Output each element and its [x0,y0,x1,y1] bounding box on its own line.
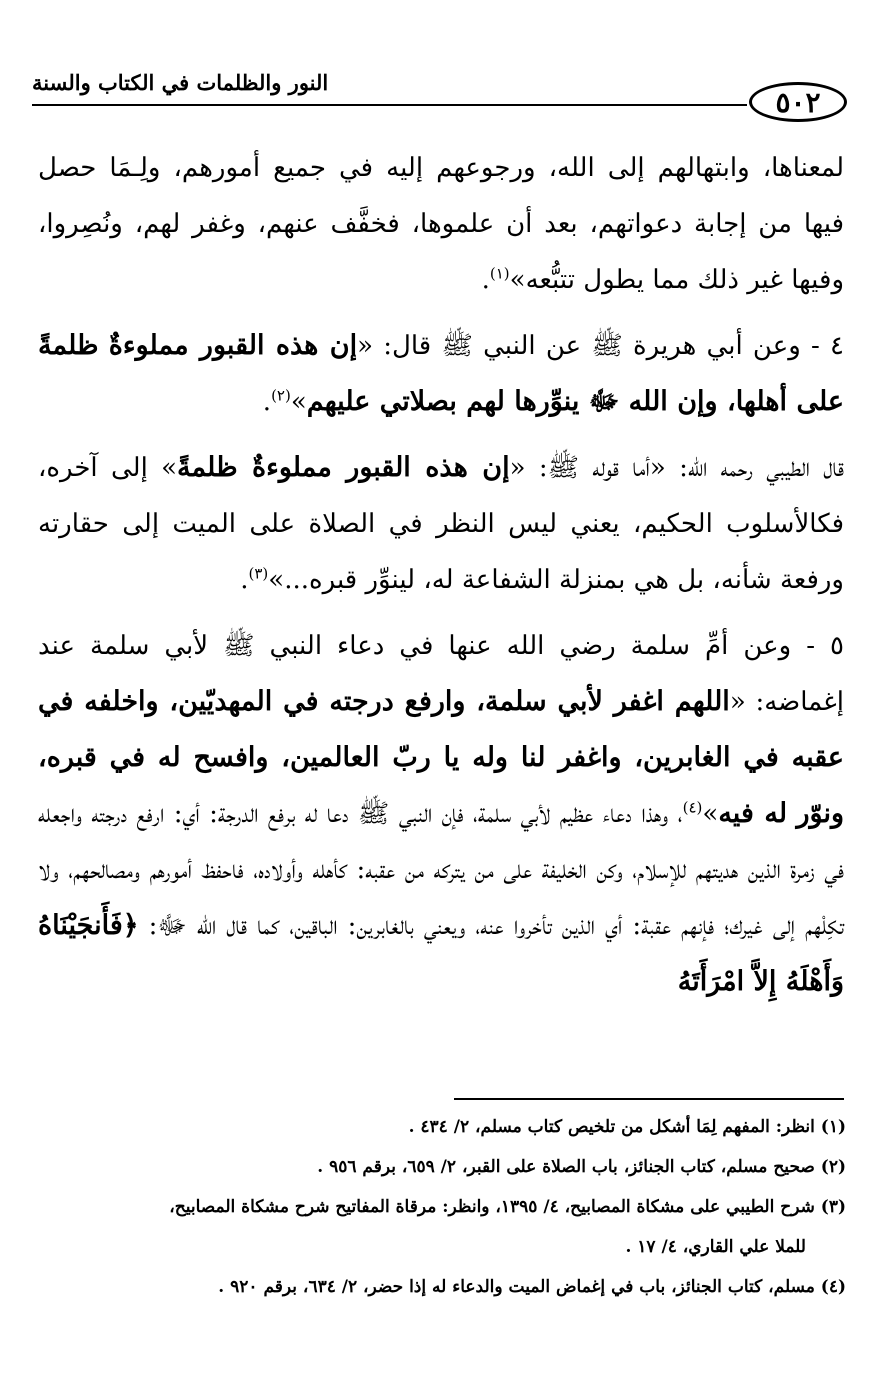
footnote-ref-4: (٤) [682,798,703,817]
paragraph-1: لمعناها، وابتهالهم إلى الله، ورجوعهم إليه في جميع أمورهم، ولِـمَا حصل فيها من إجابة دعواتهم، بعد أن علموها، فخفَّف عنهم، وغفر لهم، ونُصِروا، وفيها غير ذلك مما يطول تتبُّعه»$^{(١)}$. [38,153,844,295]
footnote-ref-1: (١) [489,264,510,283]
body-text [38,140,844,1010]
paragraph-3-commentary: قال الطيبي رحمه الله: «أما قوله ﷺ: «إن هذه القبور مملوءةٌ ظلمةً» إلى آخره، فكالأسلوب الحكيم، يعني ليس النظر في الصلاة على الميت إلى حقارته ورفعة شأنه، بل هي بمنزلة الشفاعة له، لينوِّر قبره...»$^{(٣)}$. [38,452,845,595]
hadith-quote: ظلمةً على أهلها، وإن الله ﷻ ينوِّرها لهم بصلاتي عليهم [38,330,844,417]
footnote-3-continued: للملا علي القاري، ٤/ ١٧ . [625,1237,806,1257]
text-line: الدرجة: أي: ارفع درجته واجعله في زمرة الذين هديتهم للإسلام، وكن [38,799,845,885]
hadith-quote: اللهم اغفر لأبي سلمة، وارفع درجته في المهديّين، واخلفه في [38,686,730,717]
page-header [32,70,847,134]
text-line: لمعناها، وابتهالهم إلى الله، ورجوعهم إليه في جميع أمورهم، ولِـمَا حصل [38,153,844,183]
footnote-4: (٤) مسلم، كتاب الجنائز، باب في إغماض الميت والدعاء له إذا حضر، ٢/ ٦٣٤، برقم ٩٢٠ . [218,1277,846,1297]
text-line: آخره، فكالأسلوب الحكيم، يعني ليس النظر في الصلاة على الميت إلى [38,453,845,539]
header-rule [32,104,747,106]
text-line: ونُصِروا، وفيها غير ذلك مما يطول تتبُّعه» [38,209,844,295]
footnotes [40,1107,846,1307]
quote-close: » [702,799,719,829]
text-line: ومصالحهم، ولا تكِلْهم إلى غيرك؛ فإنهم عقبة: أي الذين تأخروا عنه، [38,855,845,941]
quran-verse: ﴿فَأَنجَيْنَاهُ وَأَهْلَهُ إِلاَّ امْرَأَتَهُ [38,910,844,997]
footnote-3: (٣) شرح الطيبي على مشكاة المصابيح، ٤/ ١٣٩٥، وانظر: مرقاة المفاتيح شرح مشكاة المصابيح، [169,1197,846,1217]
hadith-quote: عقبه في الغابرين، واغفر لنا وله يا ربّ العالمين، وافسح له في قبره، ونوّر [38,742,845,829]
text-line: حقارته ورفعة شأنه، بل هي بمنزلة الشفاعة له، لينوِّر قبره...» [38,509,844,595]
text-line: » إلى [110,453,178,483]
text-line: الخليفة على من يتركه من عقبه: كأهله وأولاده، فاحفظ أمورهم [149,855,587,885]
paragraph-2-hadith: ٤ - وعن أبي هريرة ﷺ عن النبي ﷺ قال: «إن هذه القبور مملوءةٌ ظلمةً على أهلها، وإن الله ﷻ ينوِّرها لهم بصلاتي عليهم»$^{(٢)}$. [38,330,844,417]
text-line: ٤ - وعن أبي هريرة ﷺ عن النبي ﷺ قال: « [357,331,844,361]
footnote-ref-3: (٣) [248,564,269,583]
hadith-quote: إن هذه القبور مملوءةٌ [108,330,358,361]
paragraph-4-hadith [38,618,844,1010]
text-line: فيها من إجابة دعواتهم، بعد أن علموها، فخفَّف عنهم، وغفر لهم، [134,209,844,239]
footnote-ref-2: (٢) [271,386,291,405]
text-line: إغماضه: « [729,687,844,717]
hadith-quote: إن هذه القبور مملوءةٌ ظلمةً [177,452,510,483]
text-line: قال الطيبي رحمه الله: «أما قوله ﷺ: « [509,453,844,483]
running-title: النور والظلمات في الكتاب والسنة [32,70,329,95]
footnote-rule [454,1098,844,1100]
text-line: ويعني بالغابرين: الباقين، كما قال الله ﷻ: [138,911,466,941]
quote-close: » [290,387,307,417]
footnote-1: (١) انظر: المفهم لِمَا أشكل من تلخيص كتاب مسلم، ٢/ ٤٣٤ . [408,1117,846,1137]
page-number: ٥٠٢ [749,82,847,122]
text-line: ٥ - وعن أمِّ سلمة رضي الله عنها في دعاء النبي ﷺ لأبي سلمة عند [38,631,844,661]
footnote-2: (٢) صحيح مسلم، كتاب الجنائز، باب الصلاة على القبر، ٢/ ٦٥٩، برقم ٩٥٦ . [317,1157,846,1177]
hadith-quote: له فيه [718,798,788,829]
text-line: ، وهذا دعاء عظيم لأبي سلمة، فإن النبي ﷺ دعا له برفع [267,799,683,829]
